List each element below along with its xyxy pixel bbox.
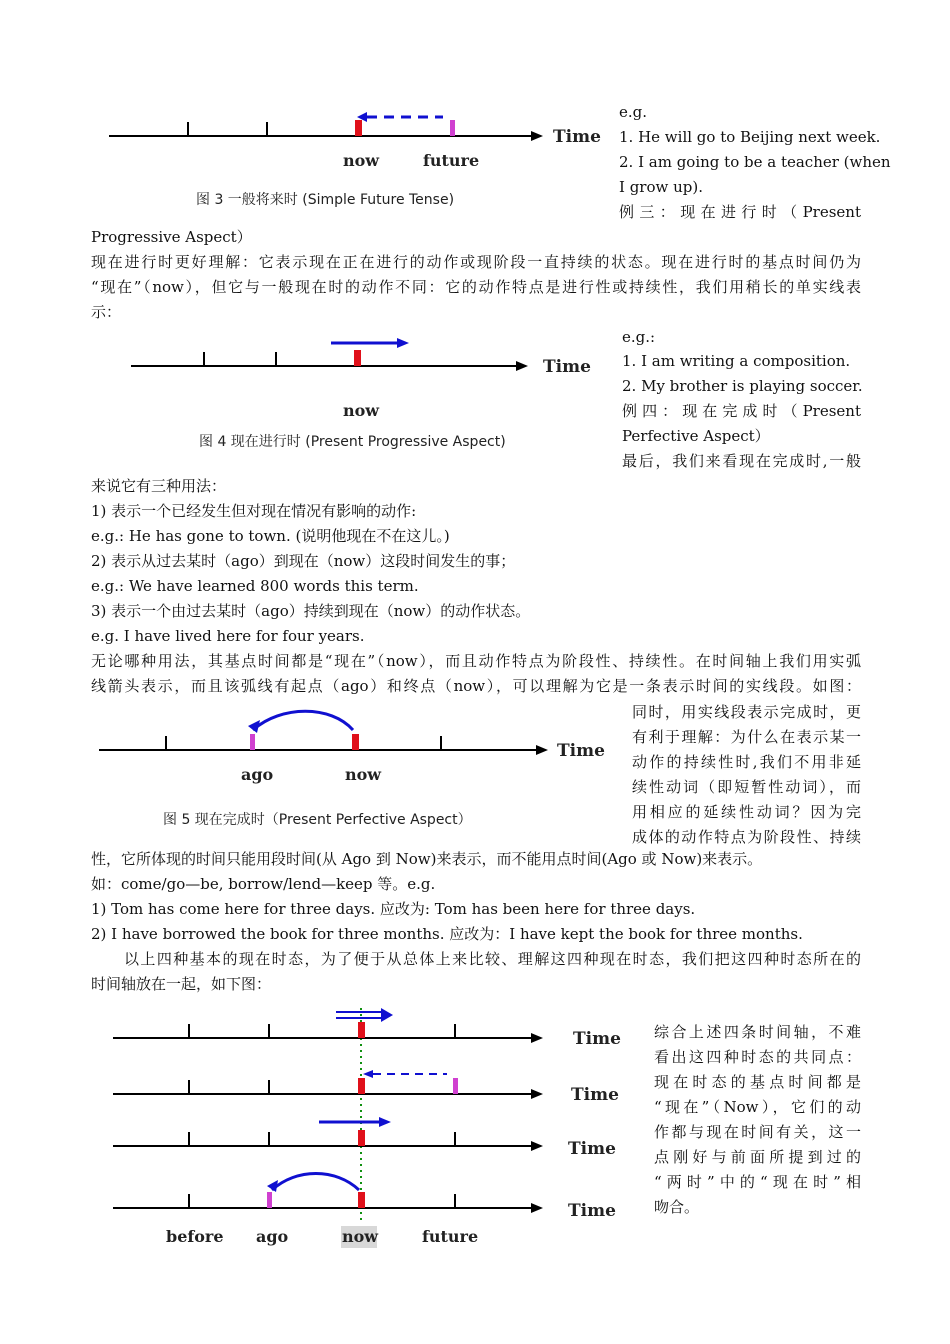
s5-side-line: 动作的持续性时,我们不用非延: [632, 753, 861, 771]
s1-ex2a: 2. I am going to be a teacher (when: [619, 153, 891, 171]
s6-side-line: “现在”（Now），它们的动: [654, 1098, 861, 1116]
fig6-time-label-2: Time: [571, 1085, 619, 1105]
fig5-time-label: Time: [557, 741, 605, 761]
fig3-now-label: now: [343, 151, 380, 170]
figure-four-timelines: [91, 1000, 631, 1260]
s6-side-line: 吻合。: [654, 1198, 700, 1216]
s4-l8: 无论哪种用法，其基点时间都是“现在”（now），而且动作特点为阶段性、持续性。在时间轴上我们用实弧: [91, 652, 861, 670]
fig5-caption: 图 5 现在完成时（Present Perfective Aspect）: [163, 812, 472, 828]
s4-l4: 2) 表示从过去某时（ago）到现在（now）这段时间发生的事；: [91, 552, 516, 570]
s4-l3: e.g.: He has gone to town. (说明他现在不在这儿。): [91, 527, 450, 545]
fig6-time-label-3: Time: [568, 1139, 616, 1159]
s5-side-line: 续性动词（即短暂性动词），而: [632, 778, 861, 796]
s4-l7: e.g. I have lived here for four years.: [91, 627, 365, 645]
s6-side-text: [654, 1020, 861, 1220]
fig6-future-label: future: [422, 1227, 479, 1246]
s6-side-line: 综合上述四条时间轴，不难: [654, 1023, 861, 1041]
s5-l5: 以上四种基本的现在时态，为了便于从总体上来比较、理解这四种现在时态，我们把这四种时态所在的: [124, 950, 861, 968]
s6-side-line: 现在时态的基点时间都是: [654, 1073, 861, 1091]
fig4-caption: 图 4 现在进行时 (Present Progressive Aspect): [199, 434, 506, 450]
s3-ex4a: 例 四 ： 现 在 完 成 时 （ Present: [622, 402, 861, 420]
s6-side-line: 作都与现在时间有关，这一: [654, 1123, 861, 1141]
s5-side-line: 同时，用实线段表示完成时，更: [632, 703, 861, 721]
fig4-now-label: now: [343, 401, 380, 420]
s4-l1: 来说它有三种用法：: [91, 477, 227, 495]
s1-ex1: 1. He will go to Beijing next week.: [619, 128, 881, 146]
s5-side-text: [632, 700, 861, 850]
fig3-caption: 图 3 一般将来时 (Simple Future Tense): [196, 192, 455, 208]
s3-ex4b: Perfective Aspect）: [622, 427, 770, 445]
s5-side-line: 有利于理解：为什么在表示某一: [632, 728, 861, 746]
s2-p3: 示：: [91, 303, 122, 321]
fig6-time-label-1: Time: [573, 1029, 621, 1049]
s3-ex2: 2. My brother is playing soccer.: [622, 377, 863, 395]
s2-p1: 现在进行时更好理解：它表示现在正在进行的动作或现阶段一直持续的状态。现在进行时的基点时间仍为: [91, 253, 861, 271]
s5-l1: 性，它所体现的时间只能用段时间(从 Ago 到 Now)来表示，而不能用点时间(Ago 或 Now)来表示。: [91, 850, 763, 868]
fig6-ago-label: ago: [256, 1227, 289, 1246]
figure-present-progressive: [91, 328, 611, 458]
s5-l3: 1) Tom has come here for three days. 应改为: Tom has been here for three days.: [91, 900, 696, 918]
s2-p2: “现在”（now），但它与一般现在时的动作不同：它的动作特点是进行性或持续性，我们用稍长的单实线表: [91, 278, 861, 296]
s1-ex3-head: 例 三 ： 现 在 进 行 时 （ Present: [619, 203, 861, 221]
s3-eg: e.g.:: [622, 328, 656, 346]
s3-last: 最后，我们来看现在完成时,一般: [622, 452, 861, 470]
figure-simple-future: [91, 100, 611, 220]
s5-l2: 如：come/go—be, borrow/lend—keep 等。e.g.: [91, 875, 436, 893]
fig3-future-label: future: [423, 151, 480, 170]
s3-ex1: 1. I am writing a composition.: [622, 352, 851, 370]
s1-ex3-tail: Progressive Aspect）: [91, 228, 252, 246]
s5-side-line: 用相应的延续性动词？因为完: [632, 803, 861, 821]
s4-l9: 线箭头表示，而且该弧线有起点（ago）和终点（now），可以理解为它是一条表示时间的实线段。如图：: [91, 677, 861, 695]
figure-present-perfective: [91, 700, 621, 840]
s5-side-line: 成体的动作特点为阶段性、持续: [632, 828, 861, 846]
s4-l2: 1) 表示一个已经发生但对现在情况有影响的动作:: [91, 502, 417, 520]
fig6-now-label: now: [342, 1227, 379, 1246]
s5-l6: 时间轴放在一起，如下图：: [91, 975, 272, 993]
s6-side-line: 看出这四种时态的共同点：: [654, 1048, 861, 1066]
fig3-time-label: Time: [553, 127, 601, 147]
s1-ex2b: I grow up).: [619, 178, 703, 196]
s5-l4: 2) I have borrowed the book for three months. 应改为：I have kept the book for three months.: [91, 925, 803, 943]
s4-l6: 3) 表示一个由过去某时（ago）持续到现在（now）的动作状态。: [91, 602, 531, 620]
fig6-time-label-4: Time: [568, 1201, 616, 1221]
s1-eg: e.g.: [619, 103, 648, 121]
s4-l5: e.g.: We have learned 800 words this term.: [91, 577, 419, 595]
fig4-time-label: Time: [543, 357, 591, 377]
fig5-now-label: now: [345, 765, 382, 784]
fig6-before-label: before: [166, 1227, 224, 1246]
s6-side-line: “两时”中的“现在时”相: [654, 1173, 861, 1191]
s6-side-line: 点刚好与前面所提到过的: [654, 1148, 861, 1166]
fig5-ago-label: ago: [241, 765, 274, 784]
